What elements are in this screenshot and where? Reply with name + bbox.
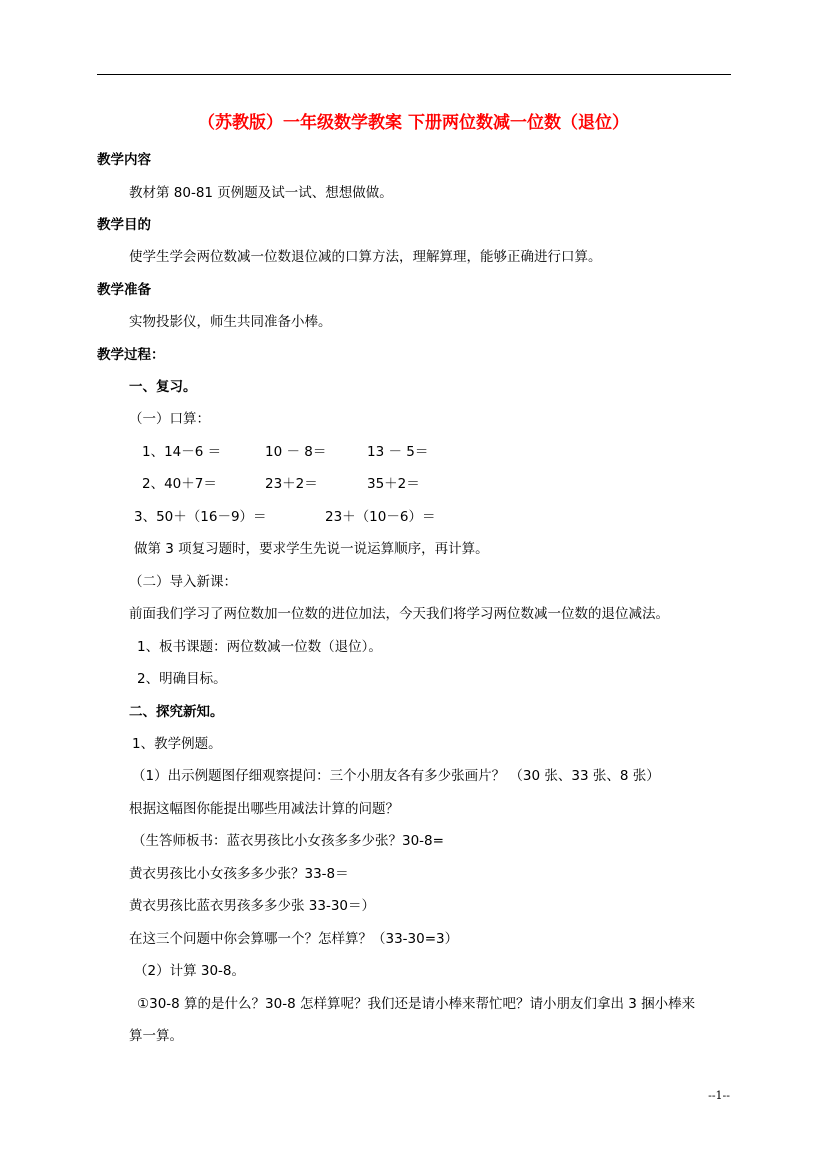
preparation-text: 实物投影仪，师生共同准备小棒。 [129, 314, 332, 330]
calc-r1-c: 13 － 5＝ [367, 444, 429, 460]
calc-r2-c: 35＋2＝ [367, 476, 420, 492]
explore-item-1: 1、教学例题。 [132, 736, 222, 752]
explore-question-1: （1）出示例题图仔细观察提问：三个小朋友各有多少张画片？ （30 张、33 张、8 张） [132, 768, 660, 784]
intro-item-2: 2、明确目标。 [137, 671, 227, 687]
explore-heading: 二、探究新知。 [129, 704, 224, 720]
calc-r1-b: 10 － 8＝ [265, 444, 327, 460]
section-heading-preparation: 教学准备 [97, 282, 151, 298]
calc-r2-a: 2、40＋7＝ [142, 476, 217, 492]
review-heading: 一、复习。 [129, 379, 197, 395]
header-rule [97, 74, 731, 75]
calc-r1-a: 1、14－6 ＝ [142, 444, 222, 460]
explore-paragraph-1: ①30-8 算的是什么？30-8 怎样算呢？我们还是请小棒来帮忙吧？请小朋友们拿出 3 捆小棒来 [137, 996, 696, 1012]
intro-item-1: 1、板书课题：两位数减一位数（退位）。 [137, 639, 382, 655]
section-heading-content: 教学内容 [97, 152, 151, 168]
section-heading-objective: 教学目的 [97, 217, 151, 233]
page-number: --1-- [708, 1089, 730, 1102]
explore-question-5: 黄衣男孩比蓝衣男孩多多少张 33-30＝） [129, 898, 376, 914]
document-title: （苏教版）一年级数学教案 下册两位数减一位数（退位） [198, 113, 629, 133]
explore-question-6: 在这三个问题中你会算哪一个？怎样算？（33-30=3） [129, 931, 459, 947]
content-text: 教材第 80-81 页例题及试一试、想想做做。 [129, 185, 393, 201]
explore-item-2: （2）计算 30-8。 [134, 963, 246, 979]
explore-question-4: 黄衣男孩比小女孩多多少张？33-8＝ [129, 866, 349, 882]
explore-paragraph-2: 算一算。 [129, 1028, 183, 1044]
calc-r3-b: 23＋（10－6）＝ [325, 509, 436, 525]
review-note: 做第 3 项复习题时，要求学生先说一说运算顺序，再计算。 [134, 541, 489, 557]
section-heading-process: 教学过程： [97, 347, 165, 363]
calc-r3-a: 3、50＋（16－9）＝ [134, 509, 267, 525]
explore-question-3: （生答师板书：蓝衣男孩比小女孩多多少张？30-8= [132, 833, 444, 849]
calc-r2-b: 23＋2＝ [265, 476, 318, 492]
explore-question-2: 根据这幅图你能提出哪些用减法计算的问题？ [129, 801, 399, 817]
objective-text: 使学生学会两位数减一位数退位减的口算方法，理解算理，能够正确进行口算。 [129, 249, 602, 265]
intro-heading: （二）导入新课： [129, 574, 237, 590]
oral-calc-heading: （一）口算： [129, 411, 210, 427]
intro-text: 前面我们学习了两位数加一位数的进位加法，今天我们将学习两位数减一位数的退位减法。 [129, 606, 669, 622]
